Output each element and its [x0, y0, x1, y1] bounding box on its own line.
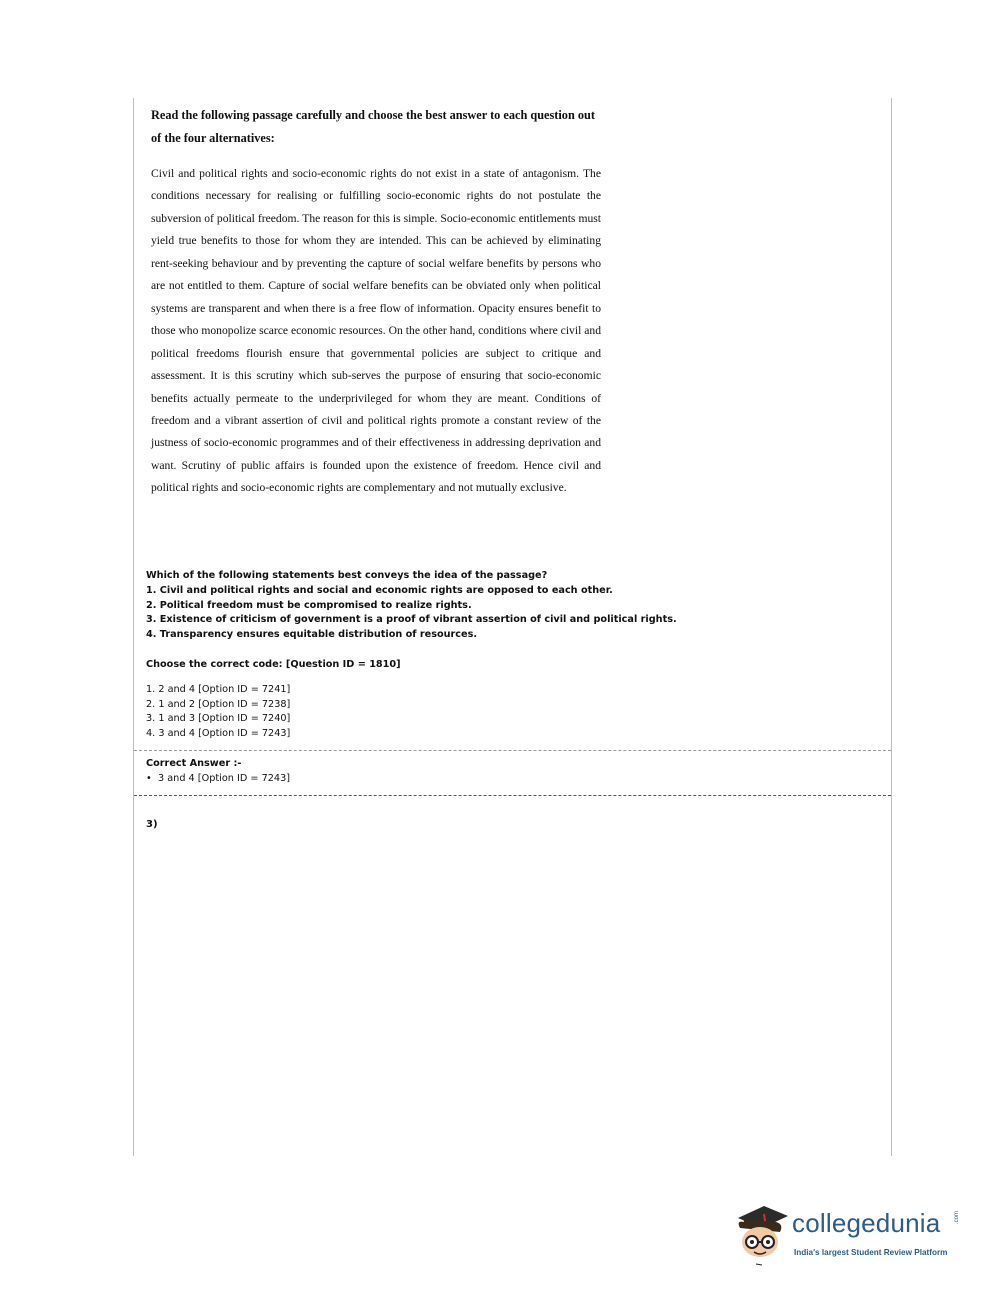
option-item: 3. 1 and 3 [Option ID = 7240]	[146, 713, 291, 725]
next-question-number: 3)	[146, 819, 158, 830]
right-border-line	[891, 98, 892, 1156]
correct-answer-value	[146, 771, 290, 787]
logo-tagline: India's largest Student Review Platform	[794, 1248, 948, 1257]
question-stem: Which of the following statements best conveys the idea of the passage?	[146, 570, 548, 581]
option-item: 2. 1 and 2 [Option ID = 7238]	[146, 698, 291, 710]
correct-answer-text: 3 and 4 [Option ID = 7243]	[158, 773, 291, 784]
passage-section	[151, 104, 601, 500]
option-list	[146, 683, 846, 742]
option-item: 1. 2 and 4 [Option ID = 7241]	[146, 683, 291, 695]
instruction-text: Read the following passage carefully and choose the best answer to each question out of the four alternatives:	[151, 108, 595, 145]
answer-section	[146, 756, 290, 787]
question-section	[146, 569, 846, 742]
statement-item: 2. Political freedom must be compromised to realize rights.	[146, 599, 472, 611]
statement-item: 3. Existence of criticism of government is a proof of vibrant assertion of civil and political rights.	[146, 614, 677, 626]
option-item: 4. 3 and 4 [Option ID = 7243]	[146, 728, 291, 740]
student-mascot-icon	[732, 1198, 790, 1268]
left-border-line	[133, 98, 134, 1156]
answer-top-divider	[134, 750, 891, 751]
logo-wordmark: collegedunia	[792, 1208, 941, 1238]
statement-item: 1. Civil and political rights and social and economic rights are opposed to each other.	[146, 584, 613, 596]
statement-item: 4. Transparency ensures equitable distribution of resources.	[146, 629, 478, 641]
bullet-icon: •	[146, 773, 152, 784]
collegedunia-logo	[732, 1198, 962, 1270]
correct-answer-label: Correct Answer :-	[146, 758, 242, 769]
code-prompt: Choose the correct code: [Question ID = 1810]	[146, 658, 401, 670]
logo-domain-suffix: .com	[954, 1210, 960, 1224]
passage-text: Civil and political rights and socio-economic rights do not exist in a state of antagonism. The conditions necessary for realising or fulfilling socio-economic rights do not postulate the subversion of political freedom. The reason for this is simple. Socio-economic entitlements must yield true benefits to those for whom they are intended. This can be achieved by eliminating rent-seeking behaviour and by preventing the capture of social welfare benefits by persons who are not entitled to them. Capture of social welfare benefits can be obviated only when political systems are transparent and when there is a free flow of information. Opacity ensures benefit to those who monopolize scarce economic resources. On the other hand, conditions where civil and political freedoms flourish ensure that governmental policies are subject to critique and assessment. It is this scrutiny which sub-serves the purpose of ensuring that socio-economic benefits actually permeate to the underprivileged for whom they are meant. Conditions of freedom and a vibrant assertion of civil and political rights promote a constant review of the justness of socio-economic programmes and of their effectiveness in addressing deprivation and want. Scrutiny of public affairs is founded upon the existence of freedom. Hence civil and political rights and socio-economic rights are complementary and not mutually exclusive.	[151, 167, 601, 495]
answer-bottom-divider	[134, 795, 891, 796]
